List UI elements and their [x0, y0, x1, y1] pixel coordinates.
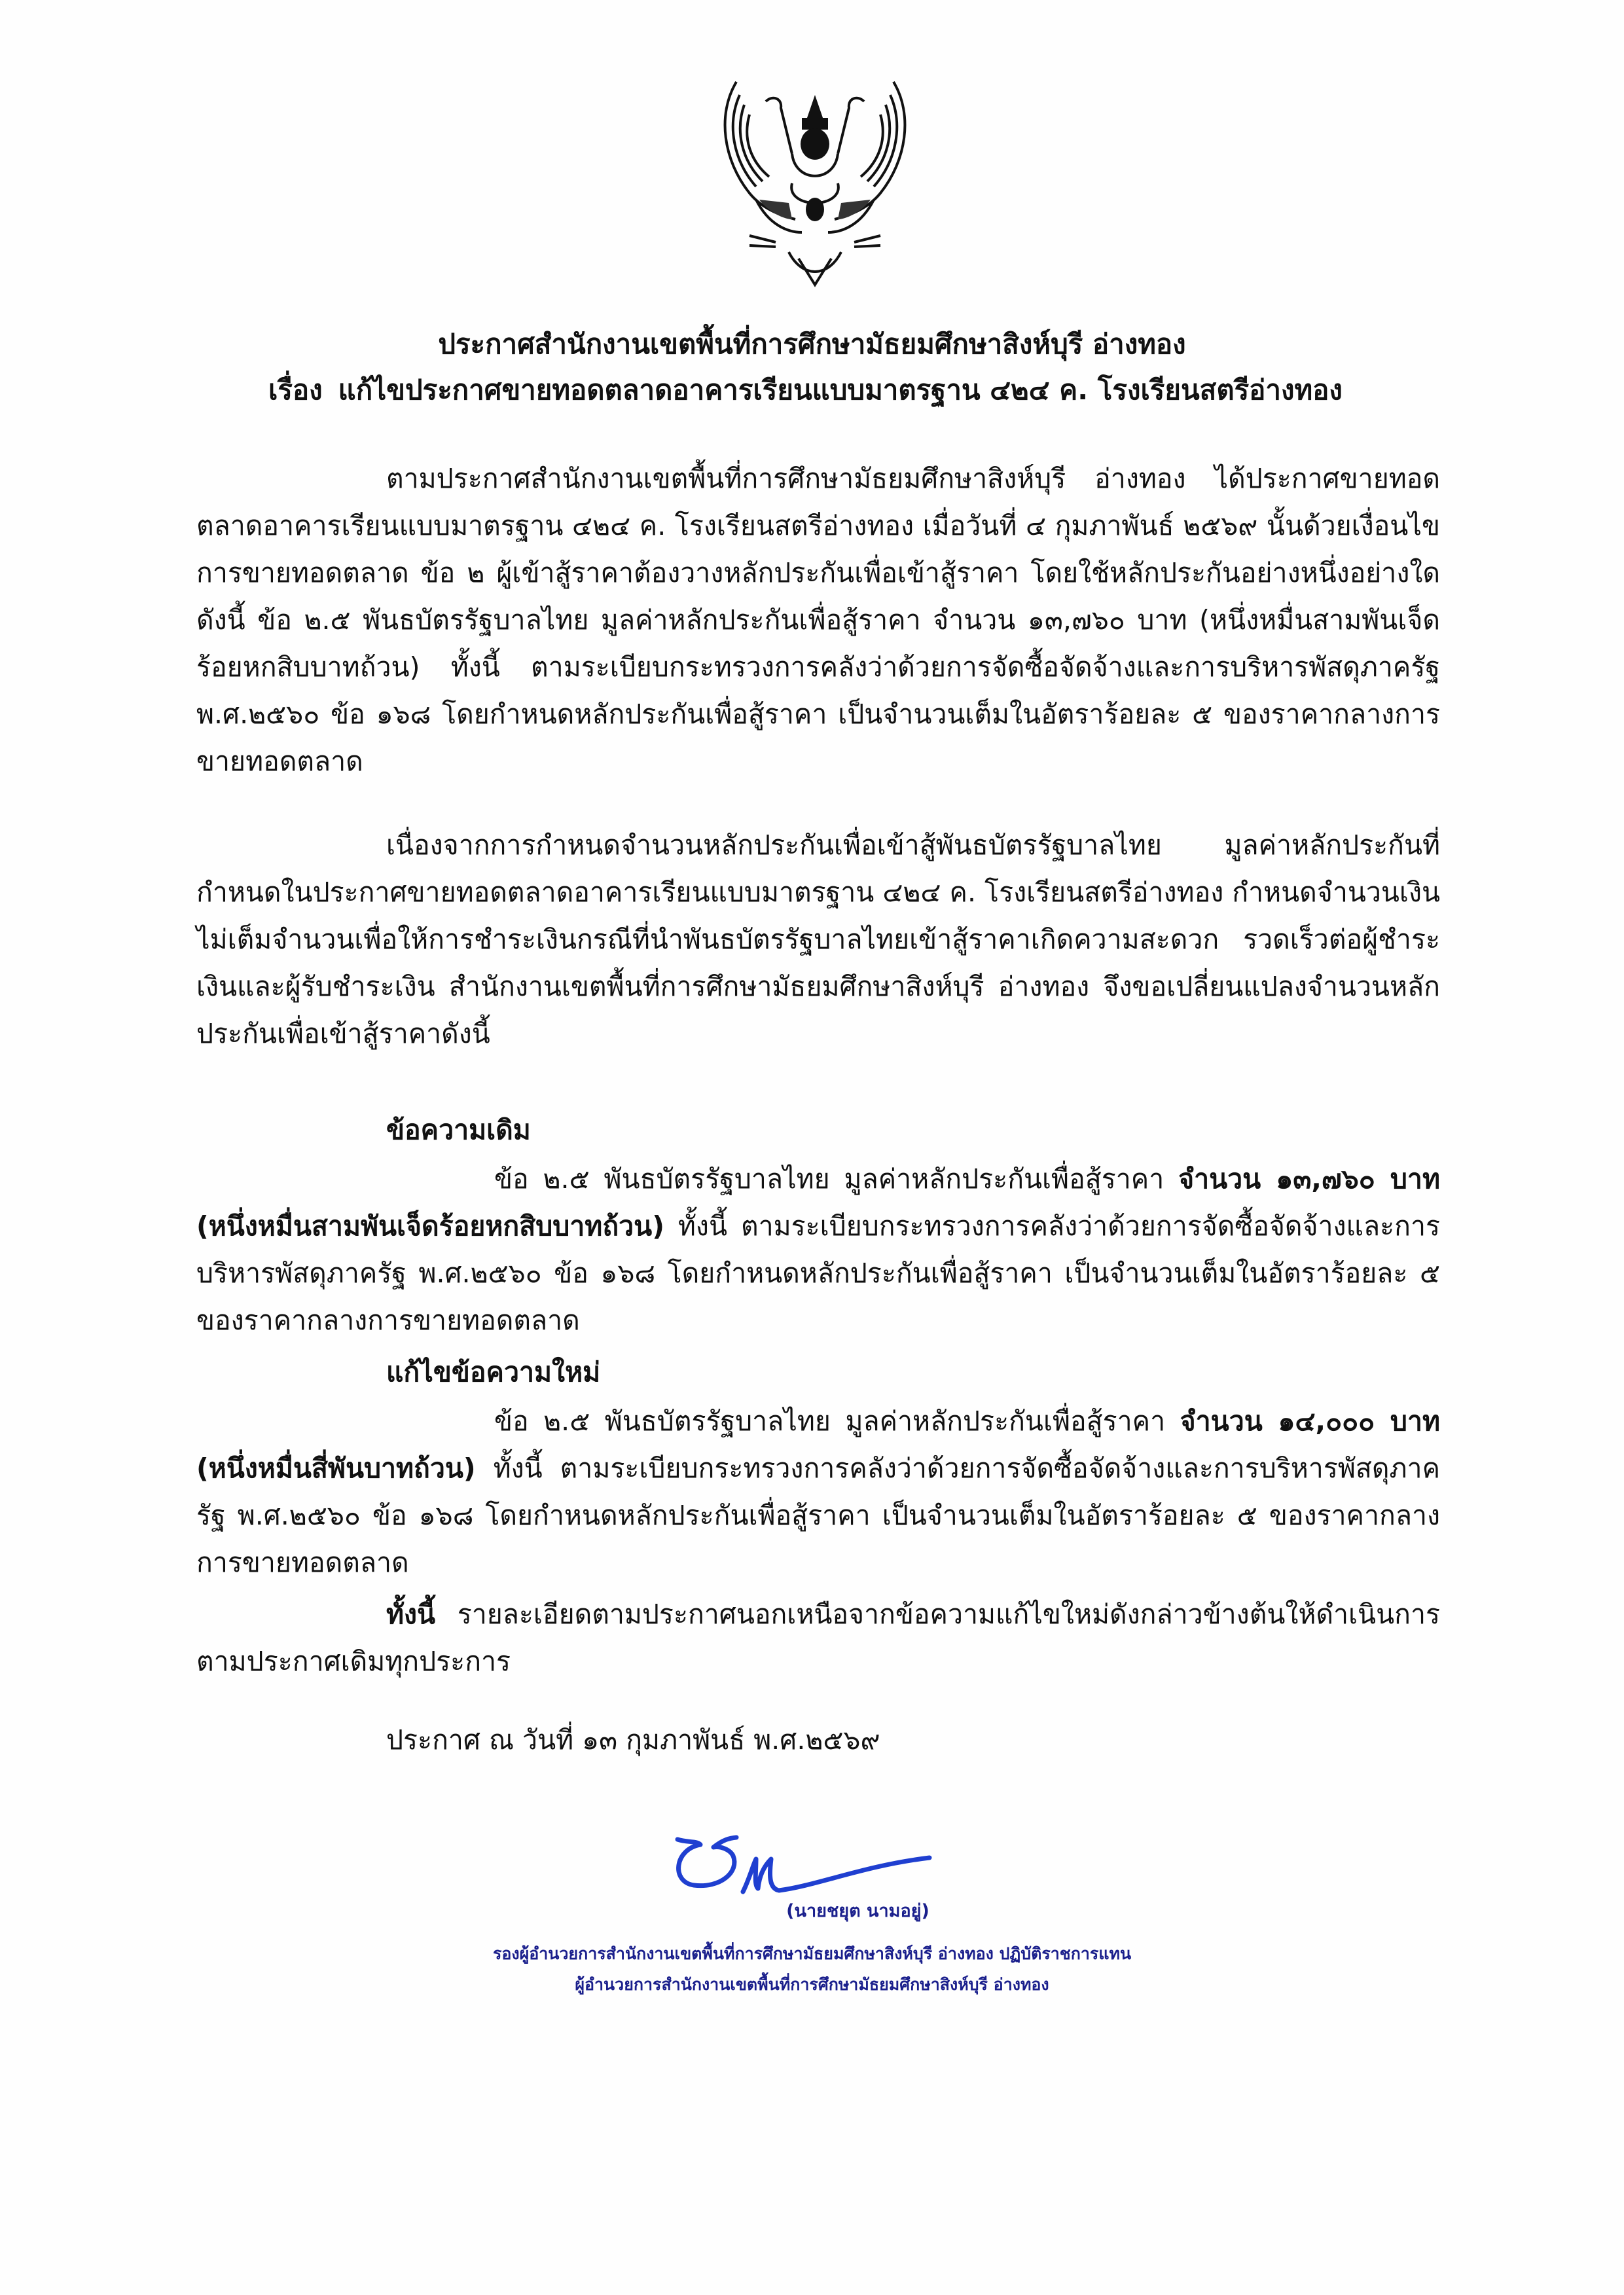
signer-position-line2: ผู้อำนวยการสำนักงานเขตพื้นที่การศึกษามัธยมศึกษาสิงห์บุรี อ่างทอง: [575, 1975, 1049, 1994]
announcement-heading: ประกาศสำนักงานเขตพื้นที่การศึกษามัธยมศึกษาสิงห์บุรี อ่างทอง: [438, 328, 1186, 360]
subject-text: แก้ไขประกาศขายทอดตลาดอาคารเรียนแบบมาตรฐาน ๔๒๔ ค. โรงเรียนสตรีอ่างทอง: [338, 374, 1343, 406]
subject-line: [268, 370, 1434, 410]
clause-amount: จำนวน ๑๓,๗๖๐ บาท (หนึ่งหมื่นสามพันเจ็ดร้อยหกสิบบาทถ้วน): [196, 1163, 1440, 1242]
clause-amount: จำนวน ๑๔,๐๐๐ บาท (หนึ่งหมื่นสี่พันบาทถ้วน): [196, 1405, 1440, 1484]
paragraph-background: [196, 455, 1440, 785]
garuda-emblem-icon: [710, 69, 920, 291]
revised-text-section-label: [196, 1348, 1440, 1396]
revised-clause: [196, 1398, 1440, 1586]
closing-body: รายละเอียดตามประกาศนอกเหนือจากข้อความแก้ไขใหม่ดังกล่าวข้างต้นให้ดำเนินการตามประกาศเดิมทุกประการ: [196, 1599, 1440, 1677]
closing-text: [196, 1591, 1440, 1685]
clause-text-after: ทั้งนี้ ตามระเบียบกระทรวงการคลังว่าด้วยการจัดซื้อจัดจ้างและการบริหารพัสดุภาครัฐ พ.ศ.๒๕๖๐ ข้อ ๑๖๘ โดยกำหนดหลักประกันเพื่อสู้ราคา เป็นจำนวนเต็มในอัตราร้อยละ ๕ ของราคากลางการขายทอดตลาด: [196, 1453, 1440, 1578]
signature-icon: [648, 1820, 962, 1898]
original-text-section-label: [196, 1106, 1440, 1153]
original-text-section: [196, 1155, 1440, 1344]
subject-label: เรื่อง: [268, 374, 323, 406]
paragraph-text: เนื่องจากการกำหนดจำนวนหลักประกันเพื่อเข้าสู้พันธบัตรรัฐบาลไทย มูลค่าหลักประกันที่กำหนดในประกาศขายทอดตลาดอาคารเรียนแบบมาตรฐาน ๔๒๔ ค. โรงเรียนสตรีอ่างทอง กำหนดจำนวนเงินไม่เต็มจำนวนเพื่อให้การชำระเงินกรณีที่นำพันธบัตรรัฐบาลไทยเข้าสู้ราคาเกิดความสะดวก รวดเร็วต่อผู้ชำระเงินและผู้รับชำระเงิน สำนักงานเขตพื้นที่การศึกษามัธยมศึกษาสิงห์บุรี อ่างทอง จึงขอเปลี่ยนแปลงจำนวนหลักประกันเพื่อเข้าสู้ราคาดังนี้: [196, 829, 1440, 1049]
clause-text-after: ทั้งนี้ ตามระเบียบกระทรวงการคลังว่าด้วยการจัดซื้อจัดจ้างและการบริหารพัสดุภาครัฐ พ.ศ.๒๕๖๐ ข้อ ๑๖๘ โดยกำหนดหลักประกันเพื่อสู้ราคา เป็นจำนวนเต็มในอัตราร้อยละ ๕ ของราคากลางการขายทอดตลาด: [196, 1210, 1440, 1336]
dateline: ประกาศ ณ วันที่ ๑๓ กุมภาพันธ์ พ.ศ.๒๕๖๙: [386, 1724, 880, 1756]
section-label: ข้อความเดิม: [386, 1114, 531, 1146]
signer-position-line1: รองผู้อำนวยการสำนักงานเขตพื้นที่การศึกษามัธยมศึกษาสิงห์บุรี อ่างทอง ปฏิบัติราชการแทน: [492, 1944, 1132, 1963]
original-clause: [196, 1155, 1440, 1344]
paragraph-text: ตามประกาศสำนักงานเขตพื้นที่การศึกษามัธยมศึกษาสิงห์บุรี อ่างทอง ได้ประกาศขายทอดตลาดอาคารเรียนแบบมาตรฐาน ๔๒๔ ค. โรงเรียนสตรีอ่างทอง เมื่อวันที่ ๔ กุมภาพันธ์ ๒๕๖๙ นั้นด้วยเงื่อนไขการขายทอดตลาด ข้อ ๒ ผู้เข้าสู้ราคาต้องวางหลักประกันเพื่อเข้าสู้ราคา โดยใช้หลักประกันอย่างหนึ่งอย่างใด ดังนี้ ข้อ ๒.๕ พันธบัตรรัฐบาลไทย มูลค่าหลักประกันเพื่อสู้ราคา จำนวน ๑๓,๗๖๐ บาท (หนึ่งหมื่นสามพันเจ็ดร้อยหกสิบบาทถ้วน) ทั้งนี้ ตามระเบียบกระทรวงการคลังว่าด้วยการจัดซื้อจัดจ้างและการบริหารพัสดุภาครัฐ พ.ศ.๒๕๖๐ ข้อ ๑๖๘ โดยกำหนดหลักประกันเพื่อสู้ราคา เป็นจำนวนเต็มในอัตราร้อยละ ๕ ของราคากลางการขายทอดตลาด: [196, 463, 1440, 777]
signer-name: (นายชยุต นามอยู่): [786, 1901, 929, 1921]
section-label: แก้ไขข้อความใหม่: [386, 1356, 601, 1388]
paragraph-reason: [196, 822, 1440, 1057]
clause-text-before: ข้อ ๒.๕ พันธบัตรรัฐบาลไทย มูลค่าหลักประกันเพื่อสู้ราคา: [494, 1405, 1180, 1437]
closing-paragraph: [196, 1591, 1440, 1685]
revised-text-section: [196, 1398, 1440, 1586]
closing-lead: ทั้งนี้: [386, 1599, 436, 1630]
clause-text-before: ข้อ ๒.๕ พันธบัตรรัฐบาลไทย มูลค่าหลักประกันเพื่อสู้ราคา: [494, 1163, 1179, 1195]
